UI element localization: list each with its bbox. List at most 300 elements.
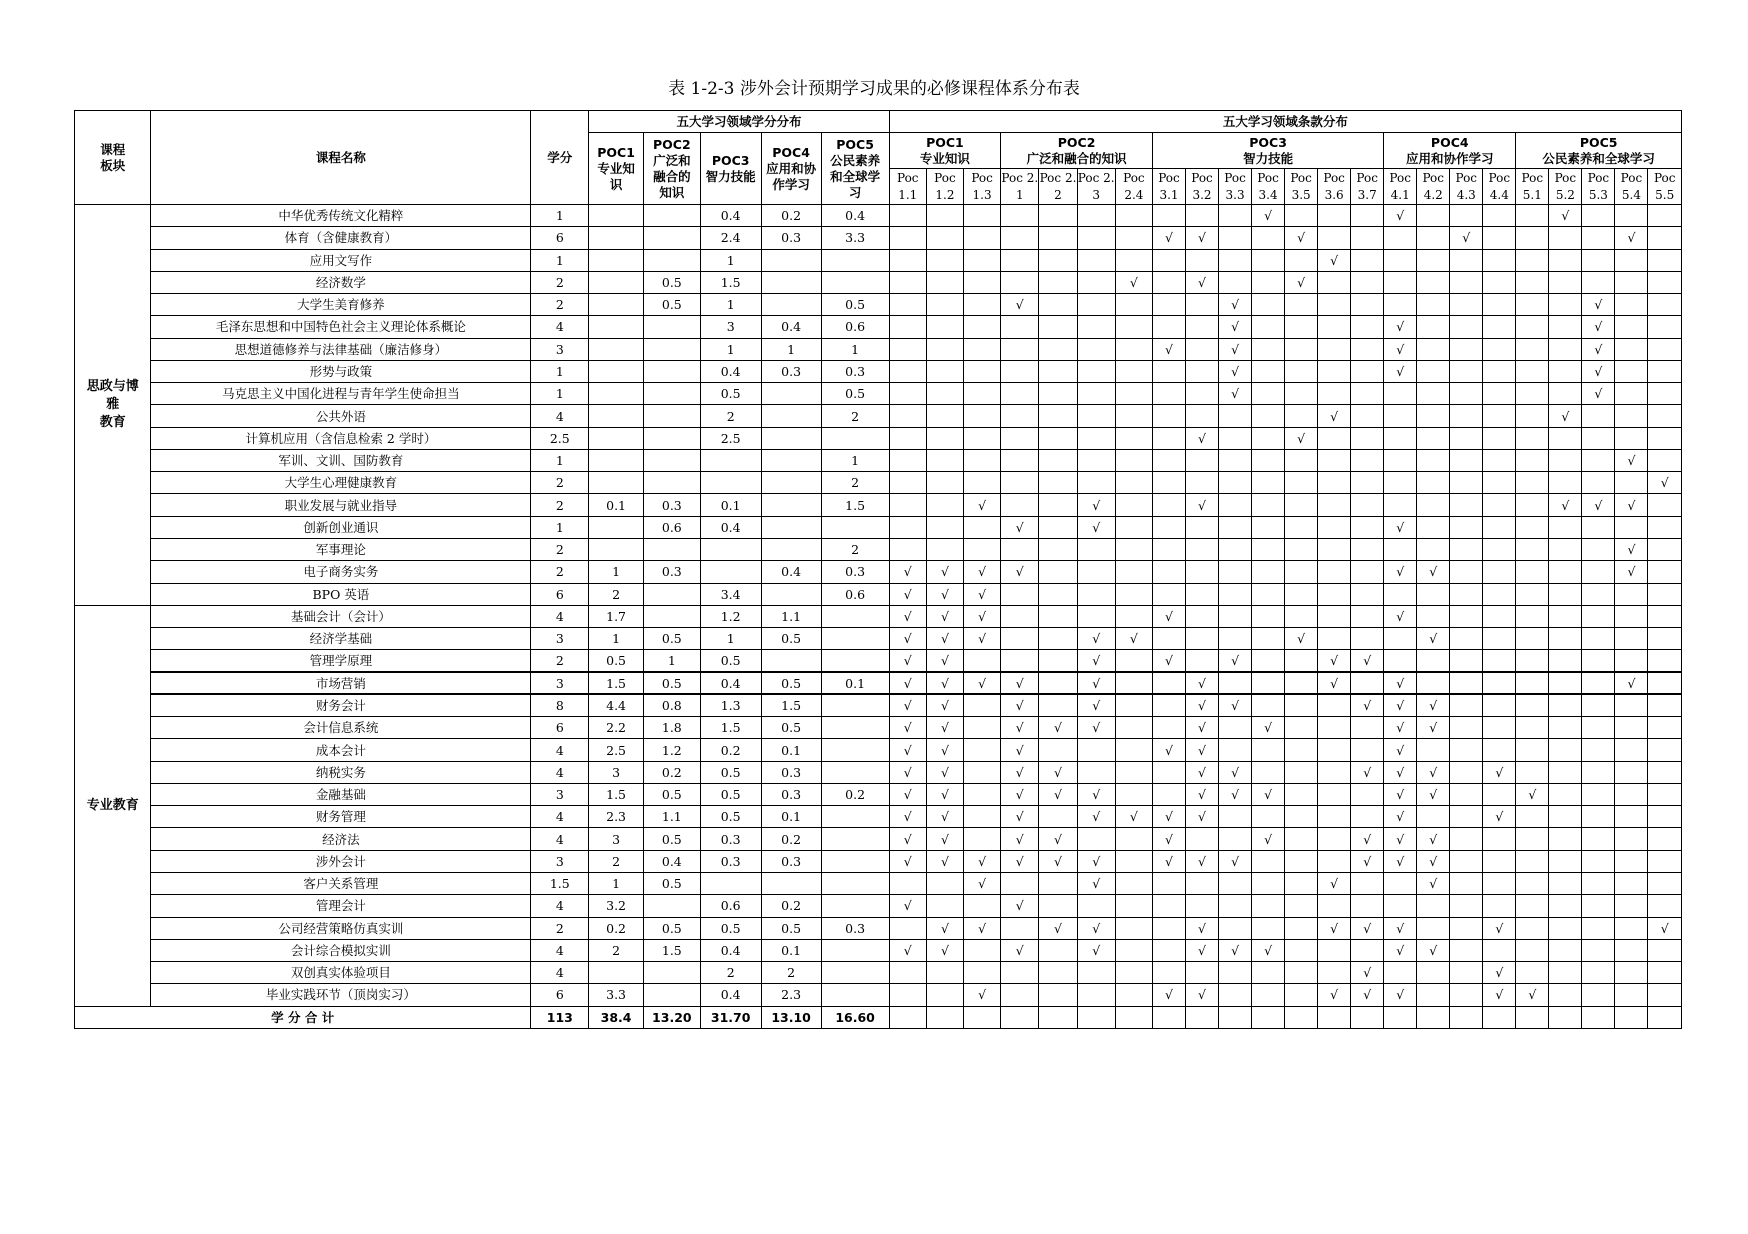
clause-cell [1516,516,1549,538]
credit-poc2: 0.8 [643,694,700,716]
clause-cell [1152,962,1185,984]
clause-cell [1516,249,1549,271]
clause-cell [926,338,963,360]
clause-cell [1582,694,1615,716]
clause-cell [1648,984,1682,1006]
course-name: 纳税实务 [151,761,531,783]
clause-cell [1582,205,1615,227]
clause-cell [1483,427,1516,449]
clause-cell [1077,605,1115,627]
clause-cell [1115,249,1152,271]
credit-poc1: 2 [589,939,644,961]
course-name: 双创真实体验项目 [151,962,531,984]
clause-cell [1219,895,1252,917]
clause-cell [1077,338,1115,360]
clause-cell [889,472,926,494]
clause-cell [1351,628,1384,650]
clause-cell [964,427,1001,449]
check-mark: √ [1186,761,1219,783]
clause-cell [1039,872,1077,894]
clause-cell [1252,806,1285,828]
clause-cell [1115,360,1152,382]
clause-cell [1219,828,1252,850]
check-mark: √ [1252,205,1285,227]
course-name: 经济数学 [151,271,531,293]
clause-cell [1152,717,1185,739]
course-credit: 4 [531,761,589,783]
clause-cell [1152,561,1185,583]
clause-cell [1516,538,1549,560]
credit-poc2 [643,227,700,249]
credit-poc4: 1.5 [761,694,821,716]
check-mark: √ [1351,694,1384,716]
clause-cell [1285,205,1318,227]
clause-cell [1384,405,1417,427]
clause-cell [926,872,963,894]
clause-cell [1285,249,1318,271]
clause-cell [1351,338,1384,360]
clause-cell [1115,516,1152,538]
check-mark: √ [1384,561,1417,583]
clause-cell [964,783,1001,805]
course-name: 经济法 [151,828,531,850]
clause-cell [1039,672,1077,694]
course-credit: 4 [531,939,589,961]
clause-cell [1648,583,1682,605]
clause-cell [1417,1006,1450,1028]
clause-cell [1001,628,1039,650]
clause-cell [1039,449,1077,471]
credit-poc2 [643,338,700,360]
clause-cell [1186,249,1219,271]
clause-cell [1450,895,1483,917]
check-mark: √ [926,650,963,672]
header-credit-distribution: 五大学习领域学分分布 [589,111,889,133]
course-credit: 4 [531,739,589,761]
clause-cell [1582,605,1615,627]
clause-cell [1483,605,1516,627]
credit-poc3: 1.2 [700,605,761,627]
clause-cell [1077,538,1115,560]
header-clause-col: Poc 3.6 [1318,169,1351,205]
clause-cell [1219,538,1252,560]
clause-cell [1351,294,1384,316]
clause-cell [1615,984,1648,1006]
check-mark: √ [1285,427,1318,449]
clause-cell [1318,494,1351,516]
header-credit-poc3: POC3 智力技能 [700,133,761,205]
check-mark: √ [1582,316,1615,338]
clause-cell [1351,516,1384,538]
credit-poc1: 1.7 [589,605,644,627]
clause-cell [1516,427,1549,449]
check-mark: √ [1152,828,1185,850]
clause-cell [1252,1006,1285,1028]
clause-cell [1285,338,1318,360]
credit-poc5 [821,850,889,872]
credit-poc4: 0.2 [761,895,821,917]
check-mark: √ [1516,984,1549,1006]
clause-cell [1252,427,1285,449]
clause-cell [1351,449,1384,471]
clause-cell [1219,583,1252,605]
credit-poc3: 0.3 [700,850,761,872]
clause-cell [1615,583,1648,605]
clause-cell [926,294,963,316]
clause-cell [1483,739,1516,761]
check-mark: √ [964,984,1001,1006]
course-name: BPO 英语 [151,583,531,605]
clause-cell [1219,249,1252,271]
header-clause-col: Poc 2.4 [1115,169,1152,205]
clause-cell [1001,650,1039,672]
clause-cell [1219,427,1252,449]
credit-poc3: 3 [700,316,761,338]
credit-poc4 [761,472,821,494]
check-mark: √ [1351,761,1384,783]
clause-cell [1115,605,1152,627]
clause-cell [1039,939,1077,961]
course-credit: 1 [531,360,589,382]
clause-cell [1077,761,1115,783]
clause-cell [1219,494,1252,516]
clause-cell [1351,1006,1384,1028]
clause-cell [1516,694,1549,716]
clause-cell [1417,672,1450,694]
clause-cell [1252,405,1285,427]
clause-cell [1039,650,1077,672]
credit-poc1: 1.5 [589,783,644,805]
credit-poc1 [589,271,644,293]
check-mark: √ [889,672,926,694]
clause-cell [1549,717,1582,739]
clause-cell [1152,872,1185,894]
clause-cell [964,271,1001,293]
clause-cell [1417,895,1450,917]
clause-cell [1450,271,1483,293]
credit-poc4: 0.3 [761,783,821,805]
clause-cell [1516,917,1549,939]
clause-cell [1450,650,1483,672]
clause-cell [926,962,963,984]
table-row [75,962,1682,984]
clause-cell [1417,205,1450,227]
clause-cell [1152,672,1185,694]
course-credit: 3 [531,850,589,872]
clause-cell [1549,850,1582,872]
clause-cell [1115,694,1152,716]
clause-cell [1039,739,1077,761]
clause-cell [964,694,1001,716]
check-mark: √ [1186,227,1219,249]
clause-cell [1077,205,1115,227]
clause-cell [1516,271,1549,293]
clause-cell [1450,360,1483,382]
table-row [75,338,1682,360]
clause-cell [1351,383,1384,405]
course-credit: 2 [531,271,589,293]
credit-poc2: 0.5 [643,783,700,805]
clause-cell [1384,872,1417,894]
clause-cell [1039,405,1077,427]
credit-poc5: 3.3 [821,227,889,249]
clause-cell [1549,561,1582,583]
clause-cell [1582,672,1615,694]
check-mark: √ [889,806,926,828]
clause-cell [1648,427,1682,449]
clause-cell [1582,984,1615,1006]
header-clause-col: Poc 4.2 [1417,169,1450,205]
credit-poc2: 1.5 [643,939,700,961]
check-mark: √ [964,561,1001,583]
clause-cell [1077,249,1115,271]
clause-cell [1417,271,1450,293]
table-row [75,271,1682,293]
clause-cell [1039,605,1077,627]
credit-poc2 [643,583,700,605]
clause-cell [1483,360,1516,382]
clause-cell [1516,472,1549,494]
clause-cell [1450,828,1483,850]
clause-cell [1252,294,1285,316]
clause-cell [1417,227,1450,249]
check-mark: √ [1483,984,1516,1006]
course-name: 毕业实践环节（顶岗实习） [151,984,531,1006]
clause-cell [1582,227,1615,249]
credit-poc1 [589,405,644,427]
credit-poc5: 2 [821,405,889,427]
clause-cell [1549,917,1582,939]
clause-cell [1252,605,1285,627]
clause-cell [1549,895,1582,917]
credit-poc1: 4.4 [589,694,644,716]
course-credit: 4 [531,316,589,338]
clause-cell [1219,227,1252,249]
check-mark: √ [1384,739,1417,761]
clause-cell [926,383,963,405]
clause-cell [1001,962,1039,984]
table-row [75,205,1682,227]
clause-cell [1115,294,1152,316]
header-clause-col: Poc 5.2 [1549,169,1582,205]
clause-cell [1549,271,1582,293]
check-mark: √ [1384,605,1417,627]
clause-cell [1516,672,1549,694]
course-name: 体育（含健康教育） [151,227,531,249]
clause-cell [1285,360,1318,382]
check-mark: √ [1615,227,1648,249]
clause-cell [1115,561,1152,583]
clause-cell [1077,583,1115,605]
check-mark: √ [1318,249,1351,271]
clause-cell [1285,516,1318,538]
clause-cell [1115,650,1152,672]
course-credit: 6 [531,717,589,739]
total-poc1: 38.4 [589,1006,644,1028]
clause-cell [926,427,963,449]
clause-cell [1186,316,1219,338]
course-credit: 8 [531,694,589,716]
check-mark: √ [964,628,1001,650]
clause-cell [1549,984,1582,1006]
check-mark: √ [1186,806,1219,828]
clause-cell [1417,739,1450,761]
clause-cell [964,338,1001,360]
check-mark: √ [1615,672,1648,694]
credit-poc4 [761,294,821,316]
check-mark: √ [1077,650,1115,672]
check-mark: √ [1077,850,1115,872]
clause-cell [1516,650,1549,672]
check-mark: √ [1001,850,1039,872]
clause-cell [1318,205,1351,227]
credit-poc2: 0.2 [643,761,700,783]
credit-poc3: 0.5 [700,650,761,672]
clause-cell [1252,360,1285,382]
credit-poc4 [761,538,821,560]
course-name: 财务会计 [151,694,531,716]
clause-cell [926,538,963,560]
credit-poc1 [589,360,644,382]
clause-cell [1351,205,1384,227]
clause-cell [1039,360,1077,382]
clause-cell [889,383,926,405]
check-mark: √ [926,783,963,805]
clause-cell [1285,672,1318,694]
clause-cell [1039,806,1077,828]
clause-cell [1483,227,1516,249]
table-row [75,628,1682,650]
clause-cell [1549,650,1582,672]
clause-cell [1001,472,1039,494]
credit-poc1 [589,338,644,360]
clause-cell [1450,338,1483,360]
credit-poc1: 1.5 [589,672,644,694]
clause-cell [1648,828,1682,850]
clause-cell [1450,917,1483,939]
clause-cell [1152,472,1185,494]
course-credit: 4 [531,828,589,850]
clause-cell [1115,761,1152,783]
clause-cell [1549,360,1582,382]
clause-cell [1582,761,1615,783]
check-mark: √ [889,783,926,805]
course-name: 基础会计（会计） [151,605,531,627]
check-mark: √ [1039,828,1077,850]
clause-cell [1384,472,1417,494]
clause-cell [1285,917,1318,939]
clause-cell [1186,338,1219,360]
check-mark: √ [889,628,926,650]
header-clause-col: Poc 1.3 [964,169,1001,205]
clause-cell [1115,872,1152,894]
total-credit: 113 [531,1006,589,1028]
clause-cell [1483,694,1516,716]
clause-cell [1285,962,1318,984]
course-name: 军训、文训、国防教育 [151,449,531,471]
clause-cell [1318,828,1351,850]
credit-poc4 [761,449,821,471]
clause-cell [1186,449,1219,471]
clause-cell [1219,739,1252,761]
credit-poc2: 0.3 [643,561,700,583]
clause-cell [1318,783,1351,805]
check-mark: √ [926,761,963,783]
clause-cell [889,227,926,249]
course-name: 市场营销 [151,672,531,694]
clause-cell [1152,405,1185,427]
credit-poc1 [589,227,644,249]
clause-cell [926,449,963,471]
credit-poc3: 0.2 [700,739,761,761]
clause-cell [1549,783,1582,805]
course-name: 军事理论 [151,538,531,560]
check-mark: √ [1516,783,1549,805]
check-mark: √ [1417,628,1450,650]
clause-cell [964,538,1001,560]
check-mark: √ [1384,360,1417,382]
clause-cell [964,205,1001,227]
credit-poc1: 2.2 [589,717,644,739]
clause-cell [1648,962,1682,984]
credit-poc5 [821,828,889,850]
credit-poc5 [821,628,889,650]
clause-cell [1549,672,1582,694]
clause-cell [1152,895,1185,917]
clause-cell [1252,316,1285,338]
clause-cell [926,516,963,538]
check-mark: √ [1582,494,1615,516]
course-name: 应用文写作 [151,249,531,271]
course-name: 成本会计 [151,739,531,761]
table-row [75,872,1682,894]
clause-cell [926,360,963,382]
credit-poc1 [589,449,644,471]
credit-poc5: 0.5 [821,294,889,316]
clause-cell [1115,717,1152,739]
clause-cell [1219,205,1252,227]
clause-cell [1252,561,1285,583]
clause-cell [1483,895,1516,917]
clause-cell [1417,249,1450,271]
clause-cell [1417,917,1450,939]
check-mark: √ [1384,806,1417,828]
clause-cell [1549,449,1582,471]
clause-cell [1285,717,1318,739]
clause-cell [1516,850,1549,872]
clause-cell [1318,605,1351,627]
header-clause-col: Poc 1.2 [926,169,963,205]
clause-cell [1450,717,1483,739]
course-name: 毛泽东思想和中国特色社会主义理论体系概论 [151,316,531,338]
clause-cell [1615,605,1648,627]
course-credit: 4 [531,895,589,917]
clause-cell [926,405,963,427]
check-mark: √ [1417,694,1450,716]
clause-cell [889,962,926,984]
check-mark: √ [1001,561,1039,583]
check-mark: √ [1285,271,1318,293]
credit-poc3 [700,872,761,894]
clause-cell [1450,984,1483,1006]
clause-cell [1039,271,1077,293]
clause-cell [1384,271,1417,293]
clause-cell [1351,360,1384,382]
course-credit: 2 [531,494,589,516]
clause-cell [1252,739,1285,761]
clause-cell [1516,962,1549,984]
clause-cell [926,1006,963,1028]
